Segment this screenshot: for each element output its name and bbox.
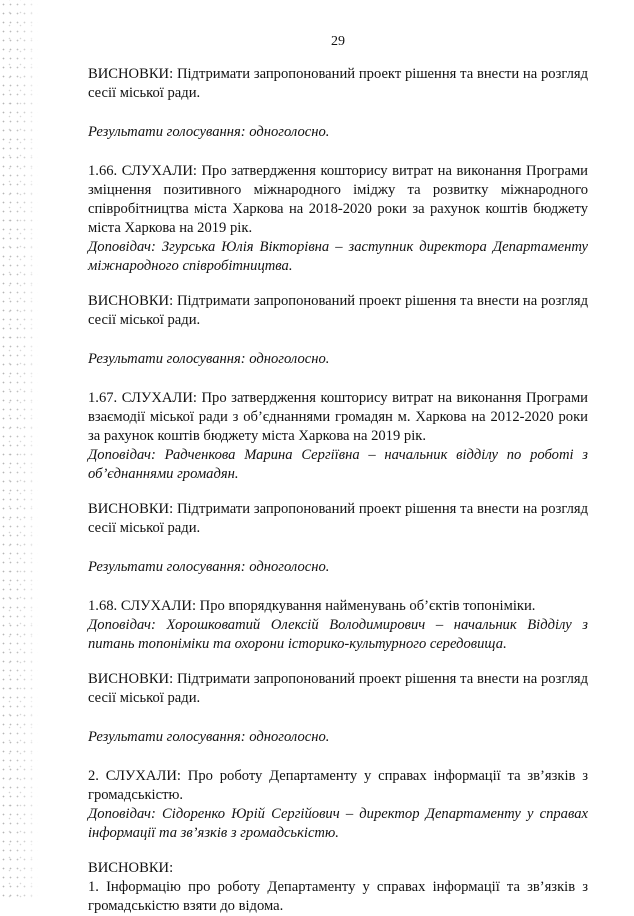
conclusion-text: Підтримати запропонований проект рішення та внести на розгляд сесії міської ради. xyxy=(88,293,588,328)
vote-result: Результати голосування: одноголосно. xyxy=(88,559,330,575)
speaker-line: Доповідач: Радченкова Марина Сергіївна – начальник відділу по роботі з об’єднаннями громадян. xyxy=(88,447,588,482)
item-number: 2. xyxy=(88,768,99,784)
vote-result: Результати голосування: одноголосно. xyxy=(88,124,330,140)
heard-text: Про затвердження кошторису витрат на виконання Програми зміцнення позитивного міжнародного іміджу та розвитку міжнародного співробітництва міста Харкова на 2018-2020 роки за рахунок коштів бюджету міста Харкова на 2019 рік. xyxy=(88,163,588,236)
heard-text: Про впорядкування найменувань об’єктів топоніміки. xyxy=(199,598,536,614)
conclusion-text: Підтримати запропонований проект рішення та внести на розгляд сесії міської ради. xyxy=(88,671,588,706)
heard-label: СЛУХАЛИ: xyxy=(121,163,197,179)
heard-label: СЛУХАЛИ: xyxy=(120,598,197,614)
heard-label: СЛУХАЛИ: xyxy=(105,768,181,784)
document-page xyxy=(88,32,588,916)
conclusion-label: ВИСНОВКИ: xyxy=(88,501,174,517)
speaker-line: Доповідач: Згурська Юлія Вікторівна – заступник директора Департаменту міжнародного співробітництва. xyxy=(88,239,588,274)
vote-result: Результати голосування: одноголосно. xyxy=(88,351,330,367)
conclusion-text: Підтримати запропонований проект рішення та внести на розгляд сесії міської ради. xyxy=(88,66,588,101)
speaker-line: Доповідач: Хорошковатий Олексій Володимирович – начальник Відділу з питань топоніміки та охорони історико-культурного середовища. xyxy=(88,617,588,652)
vote-result: Результати голосування: одноголосно. xyxy=(88,729,330,745)
heard-paragraph xyxy=(88,389,588,446)
speaker-line: Доповідач: Сідоренко Юрій Сергійович – директор Департаменту у справах інформації та зв’язків з громадськістю. xyxy=(88,806,588,841)
scan-edge-fade xyxy=(0,0,40,902)
conclusion-heading: ВИСНОВКИ: xyxy=(88,860,174,876)
heard-paragraph xyxy=(88,767,588,805)
item-number: 1.66. xyxy=(88,163,118,179)
page-number: 29 xyxy=(331,34,345,49)
heard-label: СЛУХАЛИ: xyxy=(121,390,197,406)
conclusion-text: Підтримати запропонований проект рішення та внести на розгляд сесії міської ради. xyxy=(88,501,588,536)
heard-paragraph xyxy=(88,162,588,238)
item-number: 1.67. xyxy=(88,390,118,406)
item-number: 1.68. xyxy=(88,598,118,614)
heard-paragraph xyxy=(88,597,588,616)
conclusion-paragraph xyxy=(88,292,588,330)
conclusion-paragraph xyxy=(88,65,588,103)
conclusion-label: ВИСНОВКИ: xyxy=(88,66,174,82)
heard-text: Про затвердження кошторису витрат на виконання Програми взаємодії міської ради з об’єднаннями громадян м. Харкова на 2012-2020 роки за рахунок коштів бюджету міста Харкова на 2019 рік. xyxy=(88,390,588,444)
conclusion-paragraph xyxy=(88,670,588,708)
heard-text: Про роботу Департаменту у справах інформації та зв’язків з громадськістю. xyxy=(88,768,588,803)
conclusion-label: ВИСНОВКИ: xyxy=(88,293,174,309)
conclusion-paragraph xyxy=(88,500,588,538)
decision-item: 1. Інформацію про роботу Департаменту у справах інформації та зв’язків з громадськістю взяти до відома. xyxy=(88,879,588,914)
conclusion-label: ВИСНОВКИ: xyxy=(88,671,174,687)
